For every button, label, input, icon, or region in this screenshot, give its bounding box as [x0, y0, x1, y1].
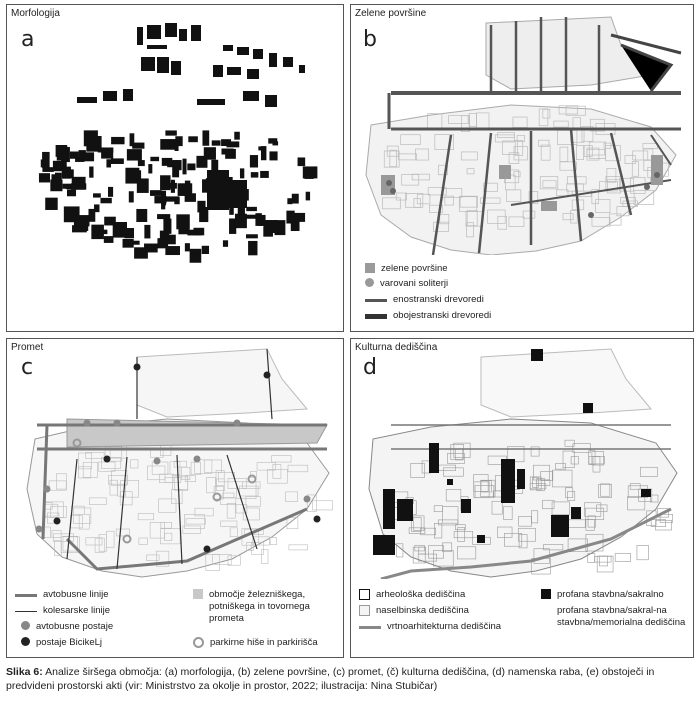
panel-letter: c	[21, 355, 34, 380]
panel-zelene-povrsine	[350, 4, 694, 332]
legend-label: parkirne hiše in parkirišča	[210, 637, 318, 648]
rail-area-swatch	[193, 589, 203, 599]
legend-label: naselbinska dediščina	[376, 605, 469, 616]
bike-line-swatch	[15, 611, 37, 612]
panel-letter: b	[363, 27, 377, 52]
legend-label: enostranski drevoredi	[393, 294, 484, 305]
traffic-map	[7, 339, 343, 579]
legend-label: postaje BicikeLj	[36, 637, 103, 648]
legend-label: arheološka dediščina	[376, 589, 466, 600]
settlement-swatch	[359, 605, 370, 616]
archaeology-swatch	[359, 589, 370, 600]
bus-line-swatch	[15, 594, 37, 597]
bike-station-swatch	[21, 637, 30, 646]
bus-stop-swatch	[21, 621, 30, 630]
legend-label: avtobusne postaje	[36, 621, 114, 632]
legend-d	[359, 589, 691, 655]
legend-label: profana stavbna/sakral-na stavbna/memorialna dediščina	[557, 605, 686, 628]
panel-title: Zelene površine	[355, 8, 427, 19]
legend-label: profana stavbna/sakralno	[557, 589, 664, 600]
parking-swatch	[193, 637, 204, 648]
panel-morfologija	[6, 4, 344, 332]
legend-label: vrtnoarhitekturna dediščina	[387, 621, 502, 632]
legend-label: območje železniškega, potniškega in tovornega prometa	[209, 589, 310, 624]
legend-label: varovani soliterji	[380, 278, 449, 289]
heritage-map	[351, 339, 693, 579]
single-avenue-swatch	[365, 299, 387, 302]
legend-label: kolesarske linije	[43, 605, 111, 616]
panel-title: Kulturna dediščina	[355, 342, 438, 353]
legend-label: obojestranski drevoredi	[393, 310, 492, 321]
green-area-swatch	[365, 263, 375, 273]
legend-label: avtobusne linije	[43, 589, 109, 600]
sacral-swatch	[541, 589, 551, 599]
panel-title: Morfologija	[11, 8, 60, 19]
green-areas-map	[351, 5, 693, 255]
panel-title: Promet	[11, 342, 44, 353]
garden-heritage-swatch	[359, 626, 381, 629]
double-avenue-swatch	[365, 314, 387, 319]
panel-letter: a	[21, 27, 35, 52]
panel-kulturna-dediscina	[350, 338, 694, 658]
morphology-map	[7, 5, 343, 331]
caption-label: Slika 6:	[6, 666, 43, 678]
protected-tree-swatch	[365, 278, 374, 287]
figure-caption	[6, 665, 696, 693]
legend-b	[365, 263, 685, 329]
caption-text: Analize širšega območja: (a) morfologija, (b) zelene površine, (c) promet, (č) kulturna dediščina, (d) namenska raba, (e) obstoječi in predvideni prostorski akti (vir: Ministrstvo za okolje in prostor, 2022; ilustracija: Nina Stubičar)	[6, 666, 655, 693]
legend-c	[15, 589, 341, 655]
legend-label: zelene površine	[381, 263, 448, 274]
panel-letter: d	[363, 355, 377, 380]
panel-promet	[6, 338, 344, 658]
